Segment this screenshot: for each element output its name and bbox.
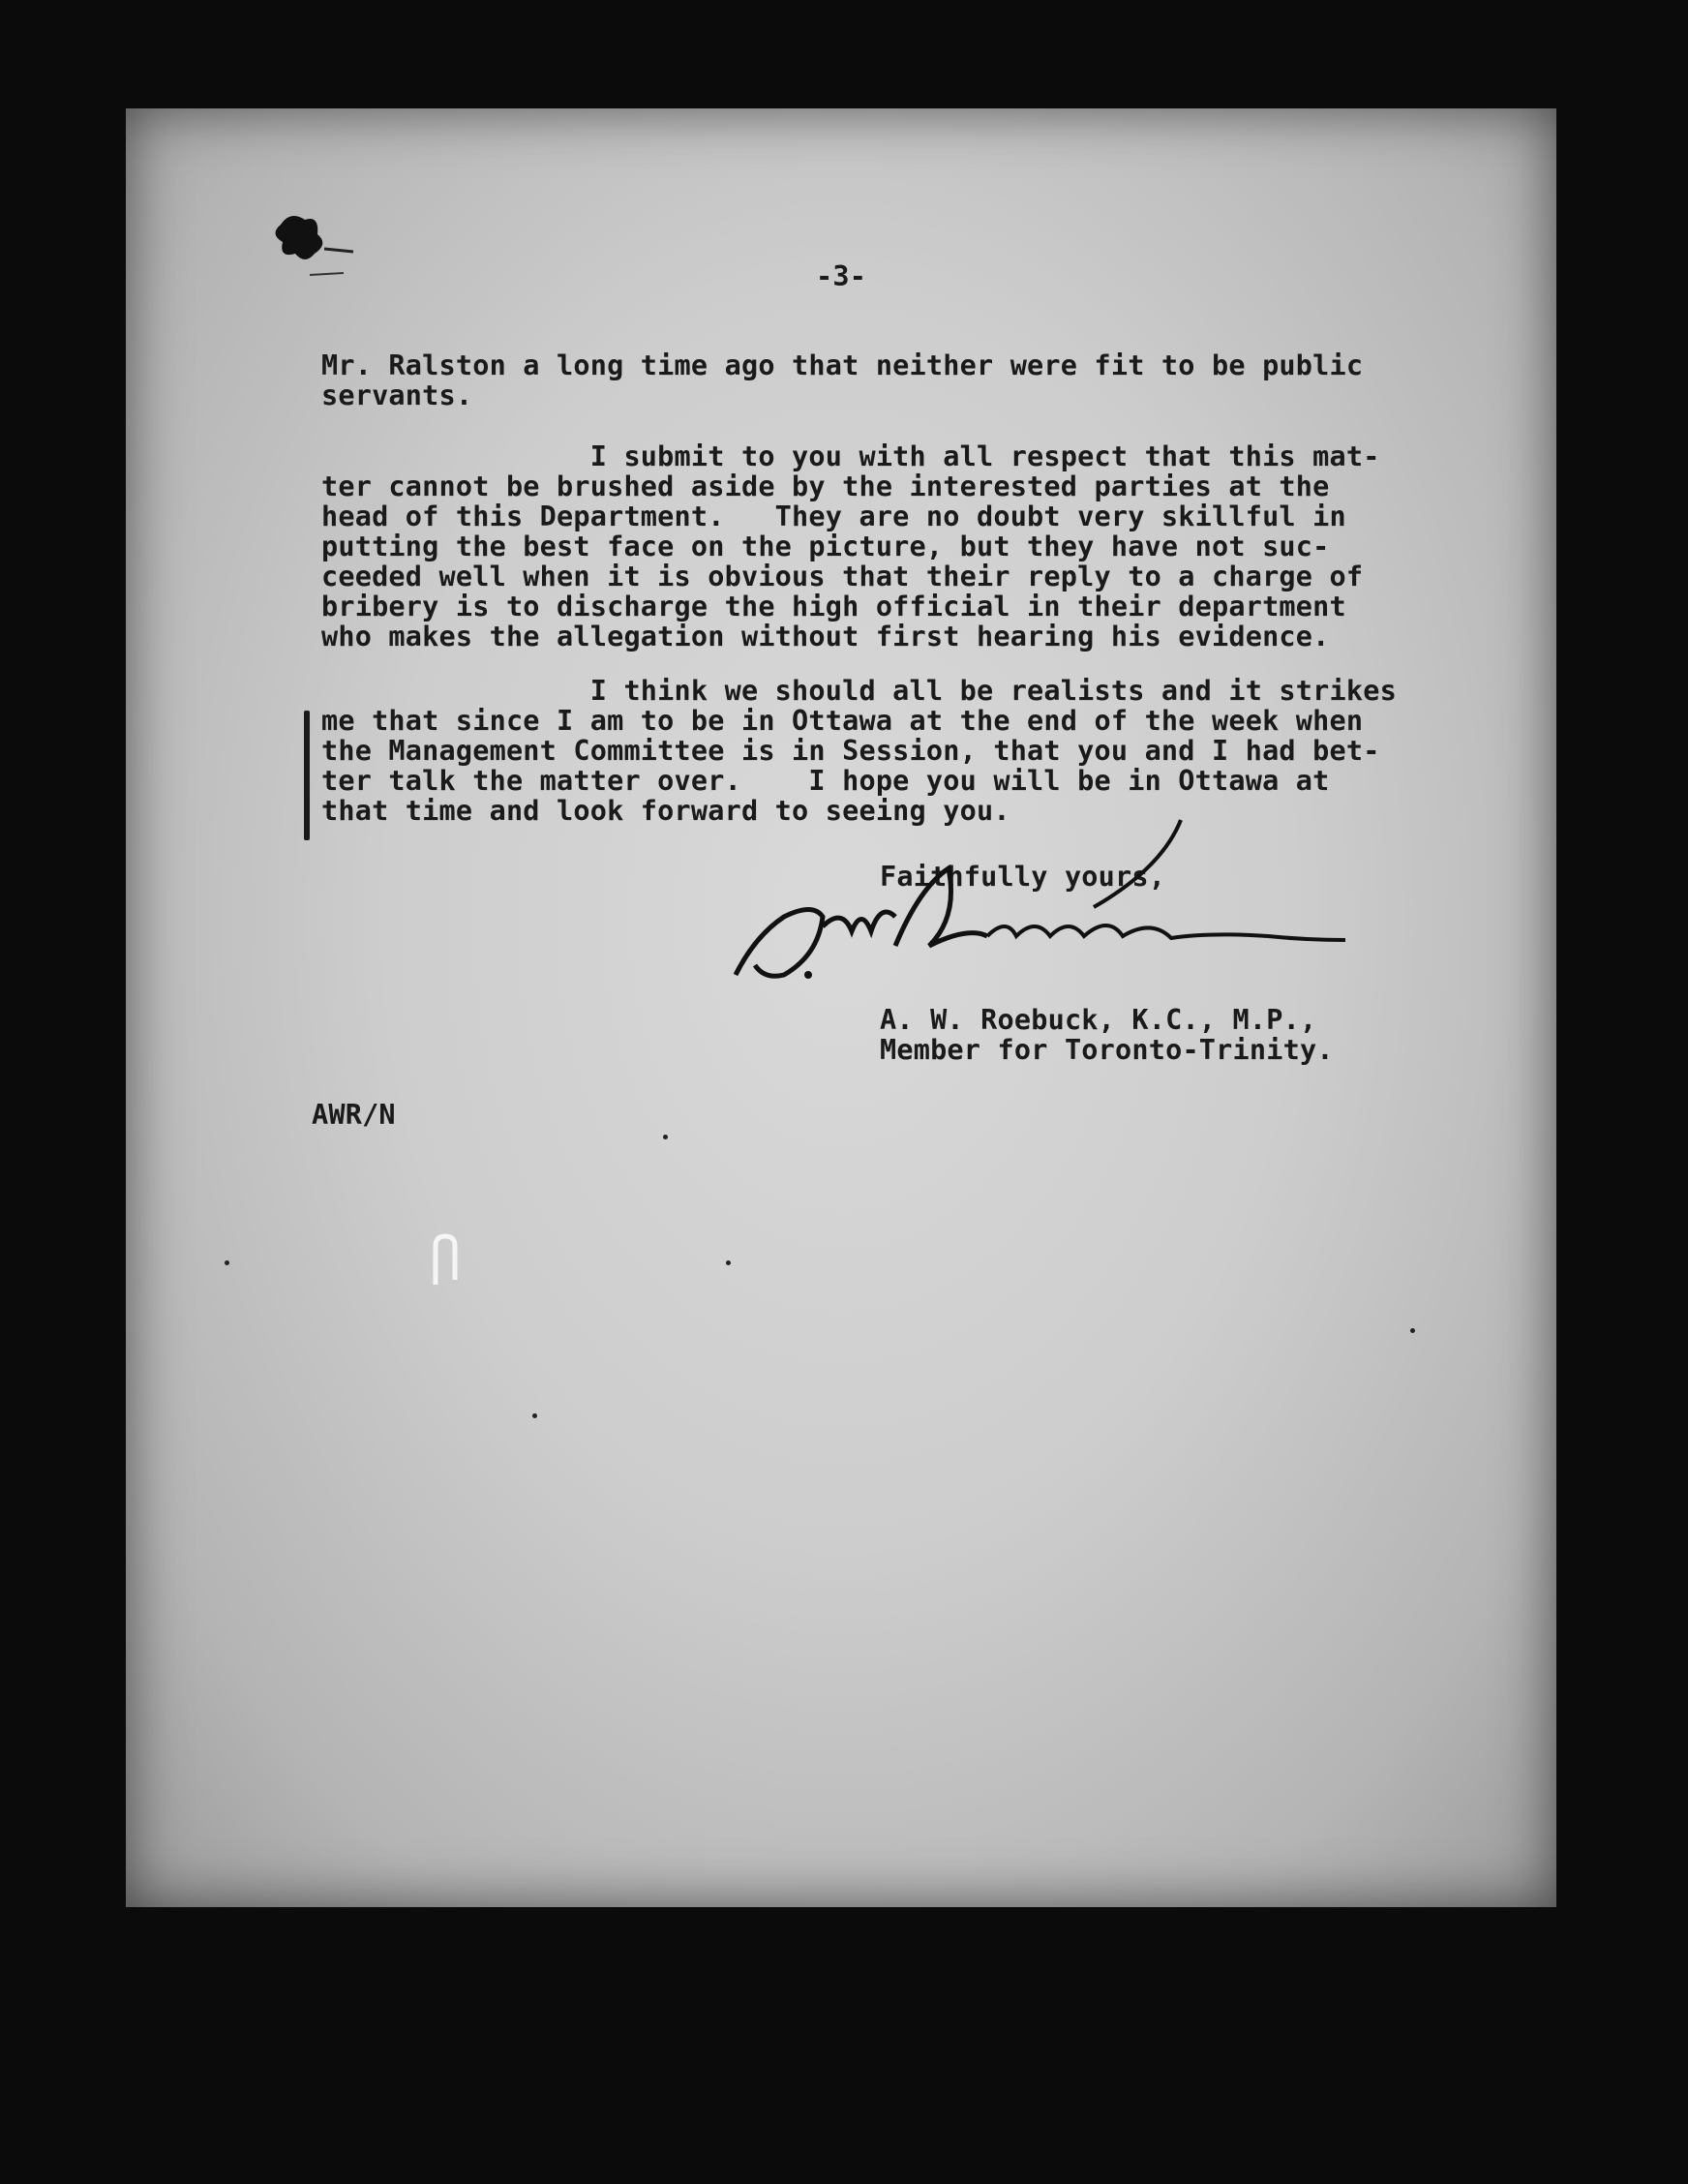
signer-name: A. W. Roebuck, K.C., M.P.,: [880, 1004, 1317, 1036]
dust-speck: [532, 1413, 537, 1418]
letter-page: [126, 108, 1556, 1907]
paper-clip-mark: [426, 1231, 465, 1289]
page-number: -3-: [816, 260, 867, 292]
paragraph-submission: I submit to you with all respect that this mat- ter cannot be brushed aside by the interested parties at the head of this Department. They are no doubt very skillful in putting the best face on the picture, but they have not suc- ceeded well when it is obvious that their reply to a charge of bribery is to discharge the high official in their department who makes the allegation without first hearing his evidence.: [321, 440, 1380, 652]
dust-speck: [726, 1260, 731, 1265]
dust-speck: [1410, 1328, 1415, 1333]
signer-title: Member for Toronto-Trinity.: [880, 1034, 1334, 1066]
dust-speck: [663, 1135, 668, 1139]
dust-speck: [225, 1260, 229, 1265]
paragraph-meeting: I think we should all be realists and it strikes me that since I am to be in Ottawa at the end of the week when the Management Committee is in Session, that you and I had bet- ter talk the matter over. I hope you will be in Ottawa at that time and look forward to seeing you.: [321, 675, 1397, 827]
closing-salutation: Faithfully yours,: [880, 861, 1166, 893]
ink-blot-mark: [261, 205, 358, 283]
handwritten-signature: [726, 810, 1462, 1004]
margin-marker-line: [304, 711, 310, 840]
paragraph-continuation: Mr. Ralston a long time ago that neither were fit to be public servants.: [321, 349, 1364, 411]
typist-initials: AWR/N: [312, 1099, 396, 1131]
